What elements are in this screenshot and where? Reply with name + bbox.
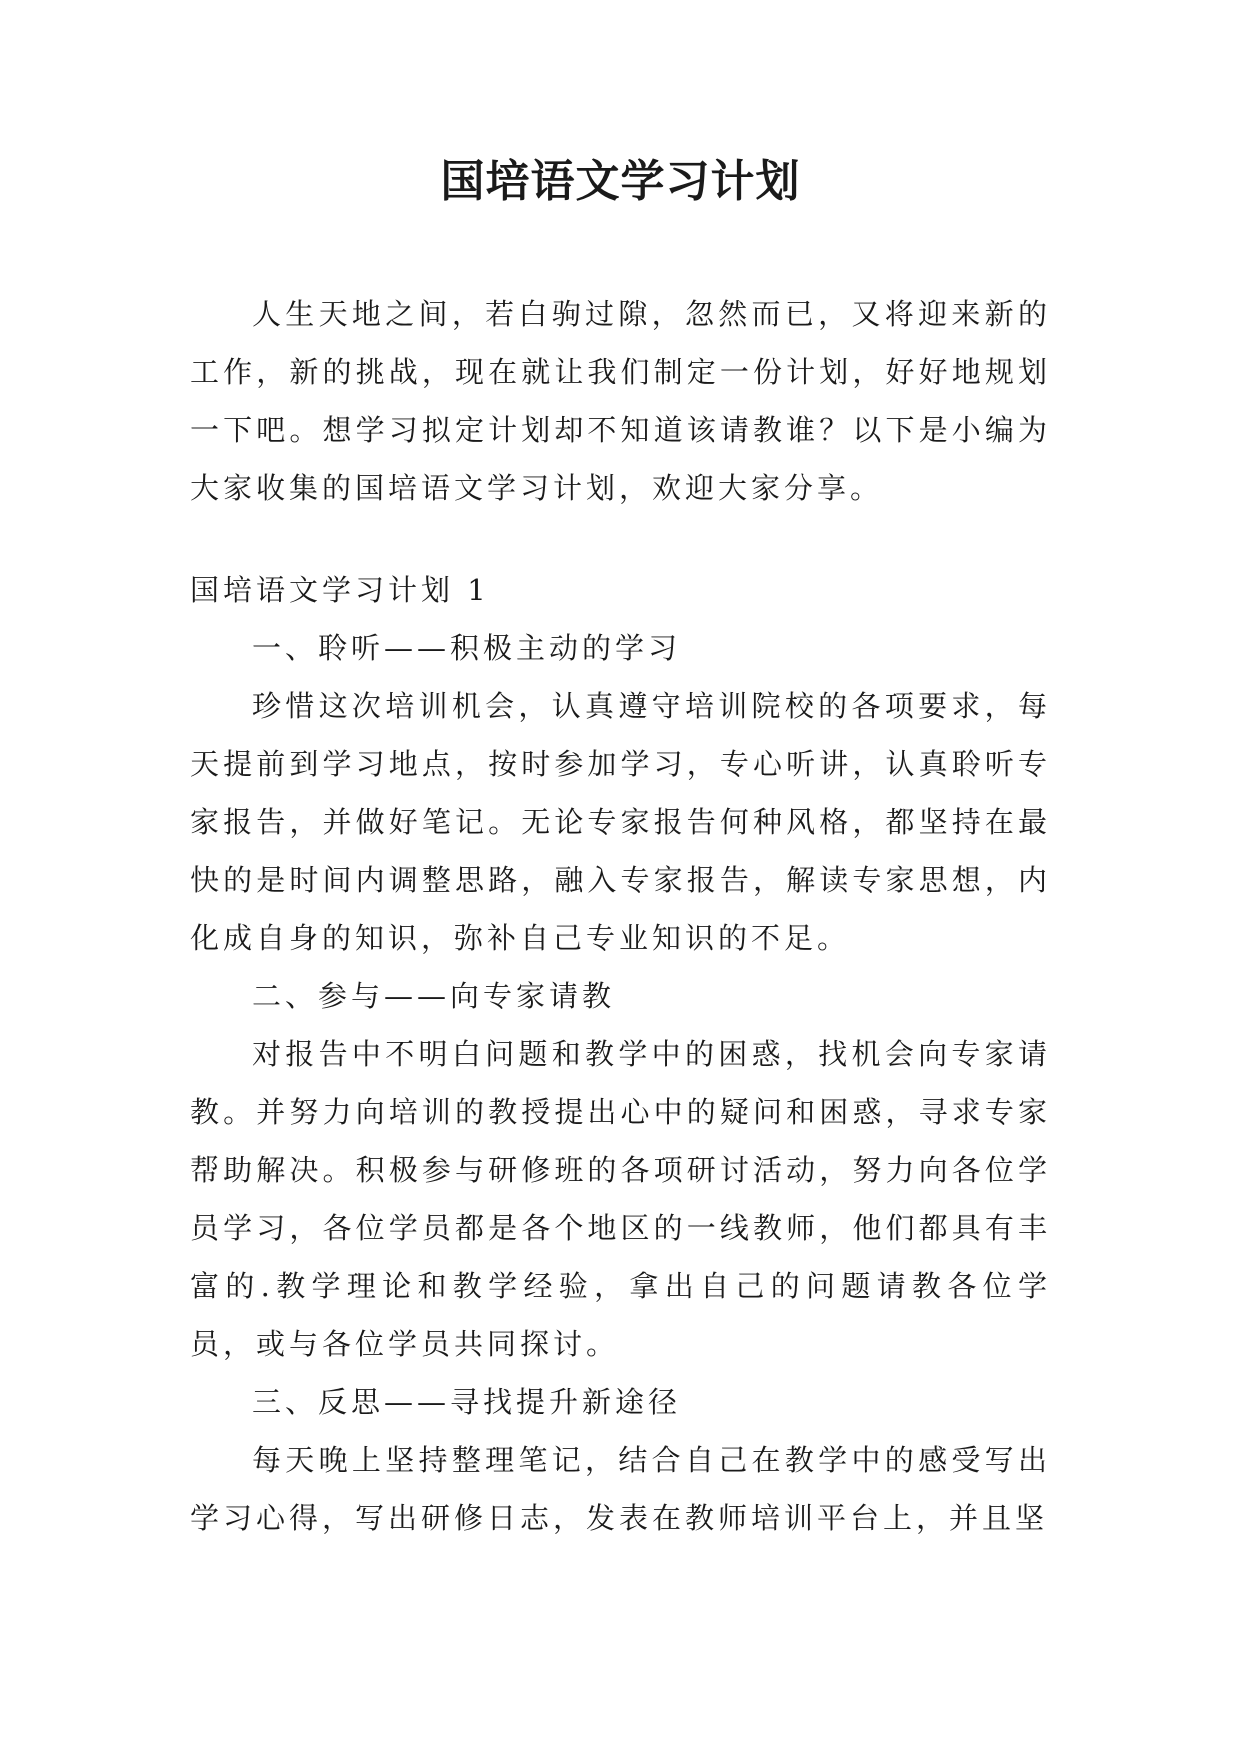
section-body-2: 对报告中不明白问题和教学中的困惑，找机会向专家请教。并努力向培训的教授提出心中的疑问和困惑，寻求专家帮助解决。积极参与研修班的各项研讨活动，努力向各位学员学习，各位学员都是各个地区的一线教师，他们都具有丰富的.教学理论和教学经验，拿出自己的问题请教各位学员，或与各位学员共同探讨。 [190,1037,1051,1361]
intro-paragraph: 人生天地之间，若白驹过隙，忽然而已，又将迎来新的工作，新的挑战，现在就让我们制定一份计划，好好地规划一下吧。想学习拟定计划却不知道该请教谁？以下是小编为大家收集的国培语文学习计划，欢迎大家分享。 [190,297,1051,505]
section-title: 国培语文学习计划 1 [190,573,490,607]
section-heading-3: 三、反思——寻找提升新途径 [252,1385,682,1419]
document-body [190,285,1051,1547]
document-title: 国培语文学习计划 [440,156,801,207]
section-heading-1: 一、聆听——积极主动的学习 [252,631,682,665]
section-body-3: 每天晚上坚持整理笔记，结合自己在教学中的感受写出学习心得，写出研修日志，发表在教师培训平台上，并且坚 [190,1443,1051,1535]
section-heading-2: 二、参与——向专家请教 [252,979,616,1013]
section-body-1: 珍惜这次培训机会，认真遵守培训院校的各项要求，每天提前到学习地点，按时参加学习，专心听讲，认真聆听专家报告，并做好笔记。无论专家报告何种风格，都坚持在最快的是时间内调整思路，融入专家报告，解读专家思想，内化成自身的知识，弥补自己专业知识的不足。 [190,689,1051,955]
